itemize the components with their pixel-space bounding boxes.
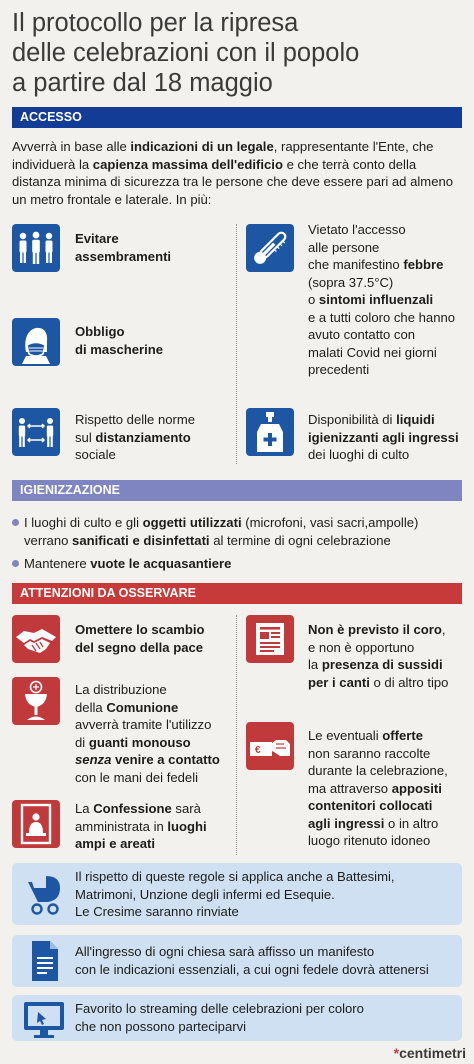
songbook-icon (246, 615, 294, 663)
info-box-manifesto (12, 935, 462, 987)
title-line: delle celebrazioni con il popolo (12, 39, 360, 67)
febbre-text: Vietato l'accesso alle persone che manifestino febbre (sopra 37.5°C) o sintomi influenzali e a tutti coloro che hanno avuto contatto con malati Covid nei giorni precedenti (308, 222, 456, 377)
streaming-text: Favorito lo streaming delle celebrazioni per coloro che non possono parteciparvi (75, 1001, 364, 1034)
bullet-icon (12, 560, 19, 567)
mascherine-text: Obbligo di mascherine (75, 324, 164, 357)
column-divider (236, 224, 237, 464)
igienizzazione-bullet-1: I luoghi di culto e gli oggetti utilizzati (microfoni, vasi sacri,ampolle) verrano sanificati e disinfettati al termine di ogni celebrazione (12, 514, 467, 549)
bullet-icon (12, 519, 19, 526)
title-line: a partire dal 18 maggio (12, 69, 273, 97)
offering-icon (246, 722, 294, 770)
chalice-icon (12, 677, 60, 725)
confessional-icon (12, 800, 60, 848)
thermometer-icon (246, 224, 294, 272)
confessione-text: La Confessione sarà amministrata in luoghi ampi e areati (75, 801, 207, 851)
sanitizer-bottle-icon (246, 408, 294, 456)
handshake-icon (12, 615, 60, 663)
face-mask-icon (12, 318, 60, 366)
assembramenti-text: Evitare assembramenti (75, 231, 172, 264)
accesso-intro: Avverrà in base alle indicazioni di un legale, rappresentante l'Ente, che individuerà la capienza massima dell'edificio e che terrà conto della distanza minima di sicurezza tra le persone che deve essere pari ad almeno un metro frontale e laterale. In più: (12, 139, 454, 207)
info-box-streaming (12, 995, 462, 1041)
people-group-icon (12, 224, 60, 272)
igienizzazione-bullet-2: Mantenere vuote le acquasantiere (12, 555, 467, 573)
svg-text:€: € (255, 745, 261, 756)
section-header-igienizzazione: IGIENIZZAZIONE (12, 480, 462, 501)
info-box-battesimi (12, 863, 462, 925)
column-divider (236, 615, 237, 855)
section-header-accesso: ACCESSO (12, 107, 462, 128)
battesimi-text: Il rispetto di queste regole si applica anche a Battesimi, Matrimoni, Unzione degli infermi ed Esequie. Le Cresime saranno rinviate (75, 869, 395, 919)
brand-logo: *centimetri (393, 1045, 466, 1061)
page-title (12, 8, 467, 98)
coro-text: Non è previsto il coro, e non è opportuno la presenza di sussidi per i canti o di altro tipo (308, 622, 449, 690)
document-icon (20, 937, 68, 985)
pace-text: Omettere lo scambio del segno della pace (75, 622, 205, 655)
liquidi-text: Disponibilità di liquidi igienizzanti agli ingressi dei luoghi di culto (308, 412, 459, 462)
comunione-text: La distribuzione della Comunione avverrà tramite l'utilizzo di guanti monouso senza venire a contatto con le mani dei fedeli (75, 682, 220, 785)
section-header-attenzioni: ATTENZIONI DA OSSERVARE (12, 583, 462, 604)
title-line: Il protocollo per la ripresa (12, 9, 299, 37)
monitor-icon (20, 994, 68, 1042)
pram-icon (20, 870, 68, 918)
offerte-text: Le eventuali offerte non saranno raccolte durante la celebrazione, ma attraverso appositi contenitori collocati agli ingressi o in altro luogo ritenuto idoneo (308, 728, 448, 848)
social-distance-icon (12, 408, 60, 456)
manifesto-text: All'ingresso di ogni chiesa sarà affisso un manifesto con le indicazioni essenziali, a cui ogni fedele dovrà attenersi (75, 944, 429, 977)
distanziamento-text: Rispetto delle norme sul distanziamento sociale (75, 412, 196, 462)
